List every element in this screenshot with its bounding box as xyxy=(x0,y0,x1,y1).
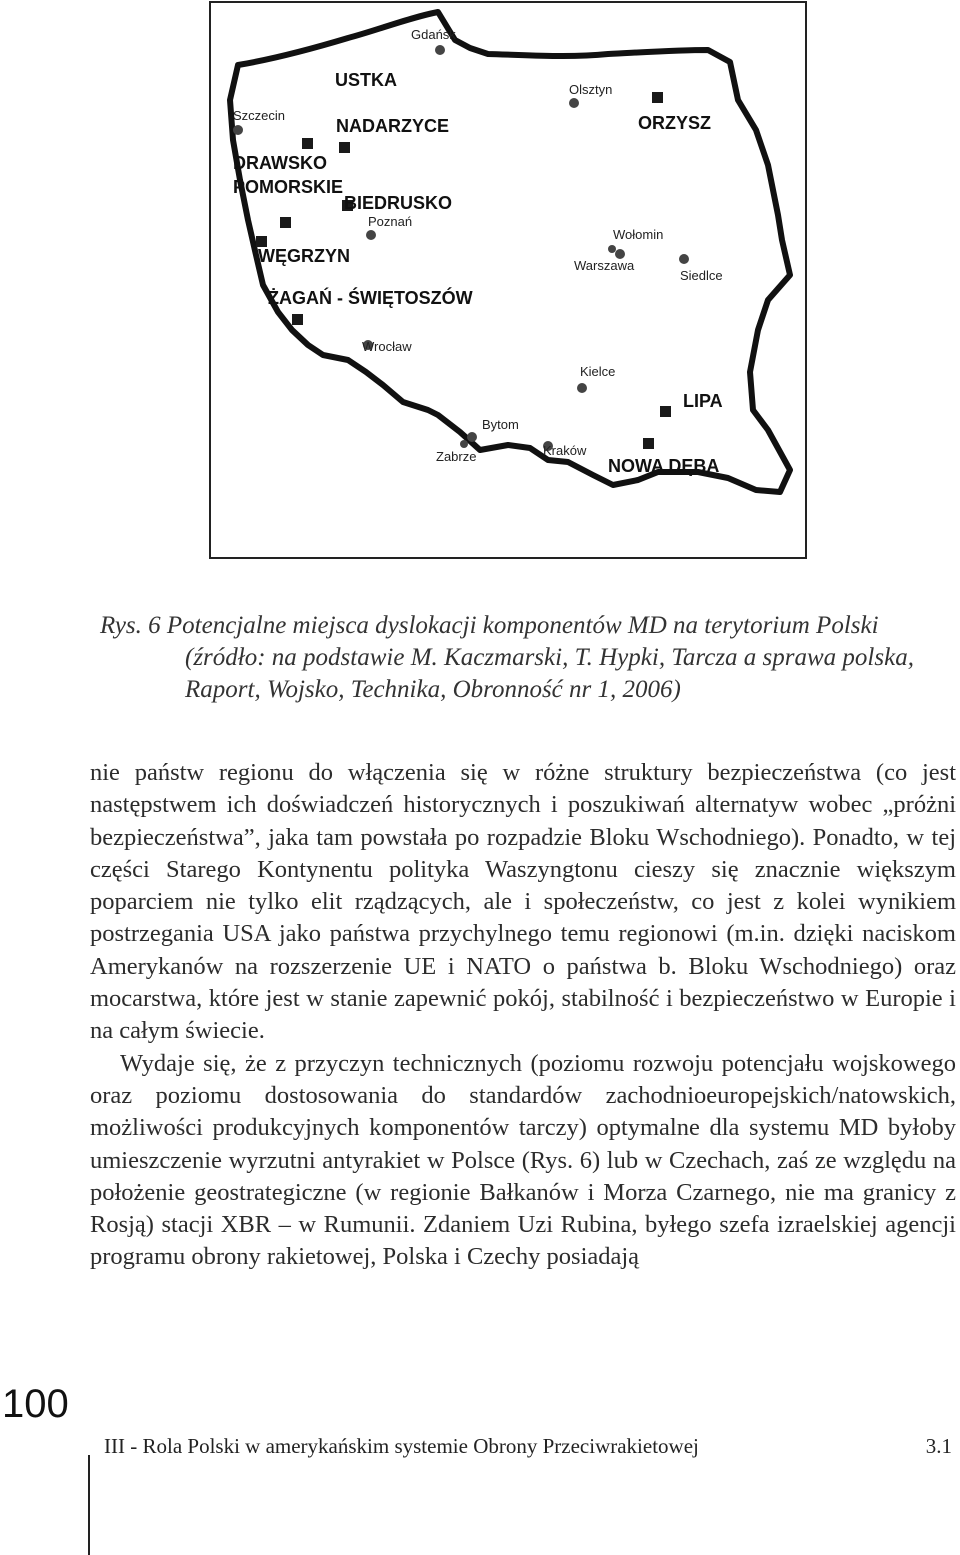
city-label-kielce: Kielce xyxy=(580,364,616,379)
site-label-wegrzyn: WĘGRZYN xyxy=(258,246,350,266)
city-dot-siedlce xyxy=(679,254,689,264)
city-label-szczecin: Szczecin xyxy=(233,108,286,123)
city-label-siedlce: Siedlce xyxy=(680,268,723,283)
paragraph-1: nie państw regionu do włączenia się w różne struktury bezpieczeństwa (co jest następstwem ich doświadczeń historycznych i poszukiwań alternatyw wobec „próżni bezpieczeństwa”, jaka tam powstała po rozpadzie Bloku Wschodniego). Ponadto, w tej części Starego Kontynentu polityka Waszyngtonu cieszy się znacznie większym poparciem nie tylko elit rządzących, ale i społeczeństw, co jest z kolei wynikiem postrzegania USA jako państwa przychylnego temu regionowi (m.in. dzięki naciskom Amerykanów na rozszerzenie UE i NATO o państwa b. Bloku Wschodniego) oraz mocarstwa, które jest w stanie zapewnić pokój, stabilność i bezpieczeństwo w Europie i na całym świecie. xyxy=(90,759,956,1045)
map-figure xyxy=(208,0,808,560)
city-dot-kielce xyxy=(577,383,587,393)
caption-line-3: Raport, Wojsko, Technika, Obronność nr 1, 2006) xyxy=(185,676,681,703)
city-label-wroclaw: Wrocław xyxy=(362,339,412,354)
city-dot-olsztyn xyxy=(569,98,579,108)
figure-caption xyxy=(100,610,950,706)
body-text xyxy=(90,757,956,1274)
site-label-biedrusko: BIEDRUSKO xyxy=(344,193,453,213)
city-label-olsztyn: Olsztyn xyxy=(569,82,613,97)
site-marker-nowa-deba xyxy=(643,438,654,449)
caption-line-1: Rys. 6 Potencjalne miejsca dyslokacji komponentów MD na terytorium Polski xyxy=(100,612,879,639)
city-dot-bytom xyxy=(467,432,477,442)
site-marker-orzysz xyxy=(652,92,663,103)
site-marker-zagan xyxy=(292,314,303,325)
footer-rule xyxy=(88,1455,90,1555)
site-label-nowa-deba: NOWA DĘBA xyxy=(608,456,720,476)
site-label-pomorskie: POMORSKIE xyxy=(233,177,344,197)
city-label-zabrze: Zabrze xyxy=(436,449,477,464)
city-label-gdansk: Gdańsk xyxy=(411,27,456,42)
city-label-bytom: Bytom xyxy=(482,417,519,432)
city-dot-gdansk xyxy=(435,45,445,55)
site-label-zagan: ŻAGAŃ - ŚWIĘTOSZÓW xyxy=(268,288,473,308)
site-marker-drawsko xyxy=(280,217,291,228)
site-label-drawsko: DRAWSKO xyxy=(233,153,327,173)
site-marker-ustka xyxy=(302,138,313,149)
city-dot-zabrze xyxy=(460,440,468,448)
site-label-ustka: USTKA xyxy=(335,70,397,90)
paragraph-2: Wydaje się, że z przyczyn technicznych (poziomu rozwoju potencjału wojskowego oraz poziomu dostosowania do standardów zachodnioeuropejskich/natowskich, możliwości produkcyjnych komponentów tarczy) optymalne dla systemu MD byłoby umieszczenie wyrzutni antyrakiet w Polsce (Rys. 6) lub w Czechach, zaś ze względu na położenie geostrategiczne (w regionie Bałkanów i Morza Czarnego, nie ma granicy z Rosją) stacji XBR – w Rumunii. Zdaniem Uzi Rubina, byłego szefa izraelskiej agencji programu obrony rakietowej, Polska i Czechy posiadają xyxy=(90,1049,956,1271)
city-label-warszawa: Warszawa xyxy=(574,258,635,273)
page-number: 100 xyxy=(2,1382,69,1426)
poland-map xyxy=(208,0,808,560)
city-dot-warszawa xyxy=(608,245,616,253)
site-label-nadarzyce: NADARZYCE xyxy=(336,116,450,136)
site-label-lipa: LIPA xyxy=(683,391,723,411)
city-dot-poznan xyxy=(366,230,376,240)
city-label-wolomin: Wołomin xyxy=(613,227,664,242)
footer-title: III - Rola Polski w amerykańskim systemie Obrony Przeciwrakietowej xyxy=(104,1434,699,1458)
site-marker-nadarzyce xyxy=(339,142,350,153)
site-marker-lipa xyxy=(660,406,671,417)
site-label-orzysz: ORZYSZ xyxy=(638,113,712,133)
city-label-krakow: Kraków xyxy=(543,443,587,458)
city-label-poznan: Poznań xyxy=(368,214,413,229)
caption-line-2: (źródło: na podstawie M. Kaczmarski, T. Hypki, Tarcza a sprawa polska, xyxy=(185,644,914,671)
footer-section-number: 3.1 xyxy=(925,1434,952,1458)
city-dot-szczecin xyxy=(233,125,243,135)
